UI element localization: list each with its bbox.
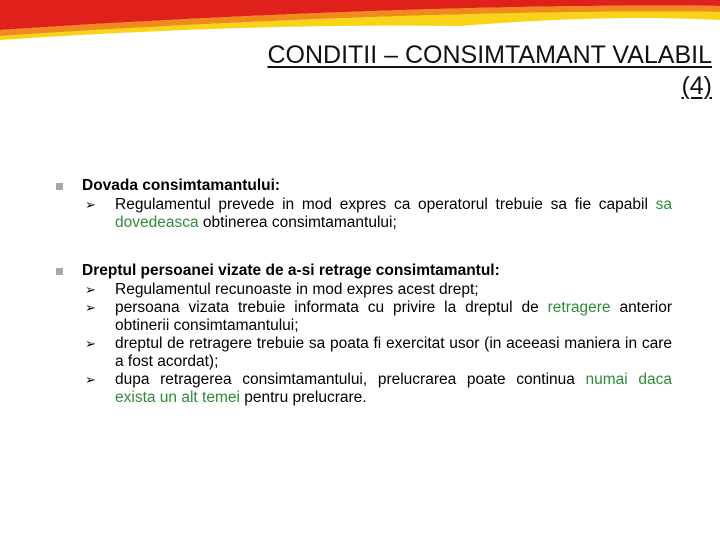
bullet-right-to-withdraw — [52, 262, 672, 407]
arrow-bullet-icon: ➢ — [85, 282, 96, 297]
sub-item-text: Regulamentul recunoaste in mod expres acest drept; — [115, 281, 479, 298]
sub-item-text: dupa retragerea consimtamantului, prelucrarea poate continua — [115, 371, 586, 388]
sub-item-text: persoana vizata trebuie informata cu privire la dreptul de — [115, 299, 548, 316]
page-title-line-1: CONDITII – CONSIMTAMANT VALABIL — [267, 41, 712, 69]
sub-list — [82, 281, 672, 407]
square-bullet-icon — [56, 268, 63, 275]
bullet-heading: Dreptul persoanei vizate de a-si retrage consimtamantul: — [82, 262, 500, 279]
page-title-line-2: (4) — [681, 72, 712, 100]
arrow-bullet-icon: ➢ — [85, 372, 96, 387]
square-bullet-icon — [56, 183, 63, 190]
sub-item — [82, 299, 672, 335]
arrow-bullet-icon: ➢ — [85, 300, 96, 315]
sub-item-text: obtinerea consimtamantului; — [198, 214, 397, 231]
sub-item — [82, 335, 672, 371]
page-title — [112, 40, 712, 102]
sub-item — [82, 371, 672, 407]
sub-item — [82, 196, 672, 232]
highlight-text: numai daca exista un alt temei — [115, 371, 672, 406]
bullet-proof-of-consent — [52, 177, 672, 232]
decorative-swoosh — [0, 0, 720, 40]
sub-list — [82, 196, 672, 232]
sub-item-text: pentru prelucrare. — [239, 389, 367, 406]
content-area — [52, 177, 672, 437]
highlight-text: sa dovedeasca — [115, 196, 672, 231]
bullet-heading: Dovada consimtamantului: — [82, 177, 281, 194]
highlight-text: retragere — [547, 299, 611, 316]
sub-item-text: dreptul de retragere trebuie sa poata fi exercitat usor (in aceeasi maniera in care a fost acordat); — [115, 335, 672, 370]
sub-item-text: Regulamentul prevede in mod expres ca operatorul trebuie sa fie capabil — [115, 196, 656, 213]
arrow-bullet-icon: ➢ — [85, 197, 96, 212]
sub-item — [82, 281, 672, 299]
arrow-bullet-icon: ➢ — [85, 336, 96, 351]
sub-item-text: anterior obtinerii consimtamantului; — [115, 299, 672, 334]
